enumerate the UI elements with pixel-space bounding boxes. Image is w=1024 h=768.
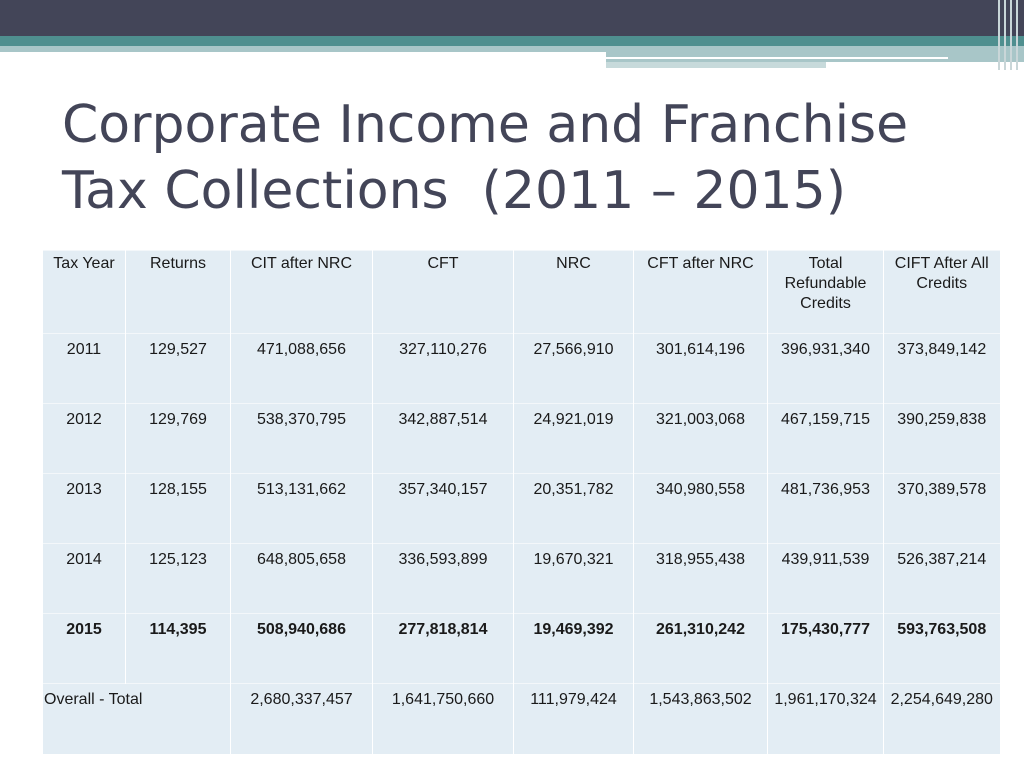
table-cell: 114,395 — [126, 614, 231, 684]
table-cell: 129,527 — [126, 334, 231, 404]
table-cell: 318,955,438 — [634, 544, 768, 614]
table-cell: 19,670,321 — [514, 544, 634, 614]
table-cell: 1,543,863,502 — [634, 684, 768, 754]
table-cell: 1,961,170,324 — [768, 684, 884, 754]
table-cell: 340,980,558 — [634, 474, 768, 544]
slide-title — [62, 92, 962, 224]
table-cell: 111,979,424 — [514, 684, 634, 754]
table-cell: 2,680,337,457 — [231, 684, 373, 754]
table-cell: 301,614,196 — [634, 334, 768, 404]
column-header-cft-after-nrc: CFT after NRC — [634, 251, 768, 334]
table-cell: 513,131,662 — [231, 474, 373, 544]
column-header-cft: CFT — [373, 251, 514, 334]
table-cell: 125,123 — [126, 544, 231, 614]
column-header-total-refundable-credits: Total Refundable Credits — [768, 251, 884, 334]
table-cell: 396,931,340 — [768, 334, 884, 404]
table-cell: 593,763,508 — [884, 614, 1000, 684]
table-cell: 327,110,276 — [373, 334, 514, 404]
table-cell: 471,088,656 — [231, 334, 373, 404]
table-cell: 175,430,777 — [768, 614, 884, 684]
table-cell: 20,351,782 — [514, 474, 634, 544]
slide-title-line-2: Tax Collections (2011 – 2015) — [62, 161, 846, 221]
column-header-tax-year: Tax Year — [43, 251, 126, 334]
table-cell: 321,003,068 — [634, 404, 768, 474]
table-cell: 508,940,686 — [231, 614, 373, 684]
table-cell: 648,805,658 — [231, 544, 373, 614]
slide-title-line-1: Corporate Income and Franchise — [62, 95, 909, 155]
table-total-row — [43, 684, 1000, 754]
table-row — [43, 334, 1000, 404]
header-edge-stripes — [994, 0, 1024, 70]
table-row — [43, 474, 1000, 544]
table-cell: 1,641,750,660 — [373, 684, 514, 754]
table-cell: 128,155 — [126, 474, 231, 544]
table-cell: 467,159,715 — [768, 404, 884, 474]
table-cell: 2013 — [43, 474, 126, 544]
table-cell: 439,911,539 — [768, 544, 884, 614]
table-cell: 2,254,649,280 — [884, 684, 1000, 754]
table-cell: 370,389,578 — [884, 474, 1000, 544]
table-cell: 357,340,157 — [373, 474, 514, 544]
table-cell: 538,370,795 — [231, 404, 373, 474]
header-band-line — [606, 57, 948, 59]
table-row-highlighted — [43, 614, 1000, 684]
table-cell: 24,921,019 — [514, 404, 634, 474]
table-cell: 2012 — [43, 404, 126, 474]
table-cell: 2014 — [43, 544, 126, 614]
table-cell: 373,849,142 — [884, 334, 1000, 404]
column-header-cit-after-nrc: CIT after NRC — [231, 251, 373, 334]
table-cell: 2011 — [43, 334, 126, 404]
column-header-nrc: NRC — [514, 251, 634, 334]
header-band-light-short — [606, 62, 826, 68]
table-cell: 277,818,814 — [373, 614, 514, 684]
total-row-label: Overall - Total — [43, 684, 231, 754]
header-band-dark — [0, 0, 1024, 36]
column-header-returns: Returns — [126, 251, 231, 334]
header-band-teal — [0, 36, 1024, 46]
table-cell: 19,469,392 — [514, 614, 634, 684]
table-row — [43, 404, 1000, 474]
column-header-cift-after-all-credits: CIFT After All Credits — [884, 251, 1000, 334]
table-cell: 481,736,953 — [768, 474, 884, 544]
table-cell: 261,310,242 — [634, 614, 768, 684]
table-cell: 390,259,838 — [884, 404, 1000, 474]
table-cell: 2015 — [43, 614, 126, 684]
table-cell: 27,566,910 — [514, 334, 634, 404]
table-cell: 129,769 — [126, 404, 231, 474]
table-cell: 526,387,214 — [884, 544, 1000, 614]
table-cell: 342,887,514 — [373, 404, 514, 474]
table-row — [43, 544, 1000, 614]
table-cell: 336,593,899 — [373, 544, 514, 614]
table-header-row — [43, 251, 1000, 334]
tax-collections-table — [42, 250, 1000, 754]
